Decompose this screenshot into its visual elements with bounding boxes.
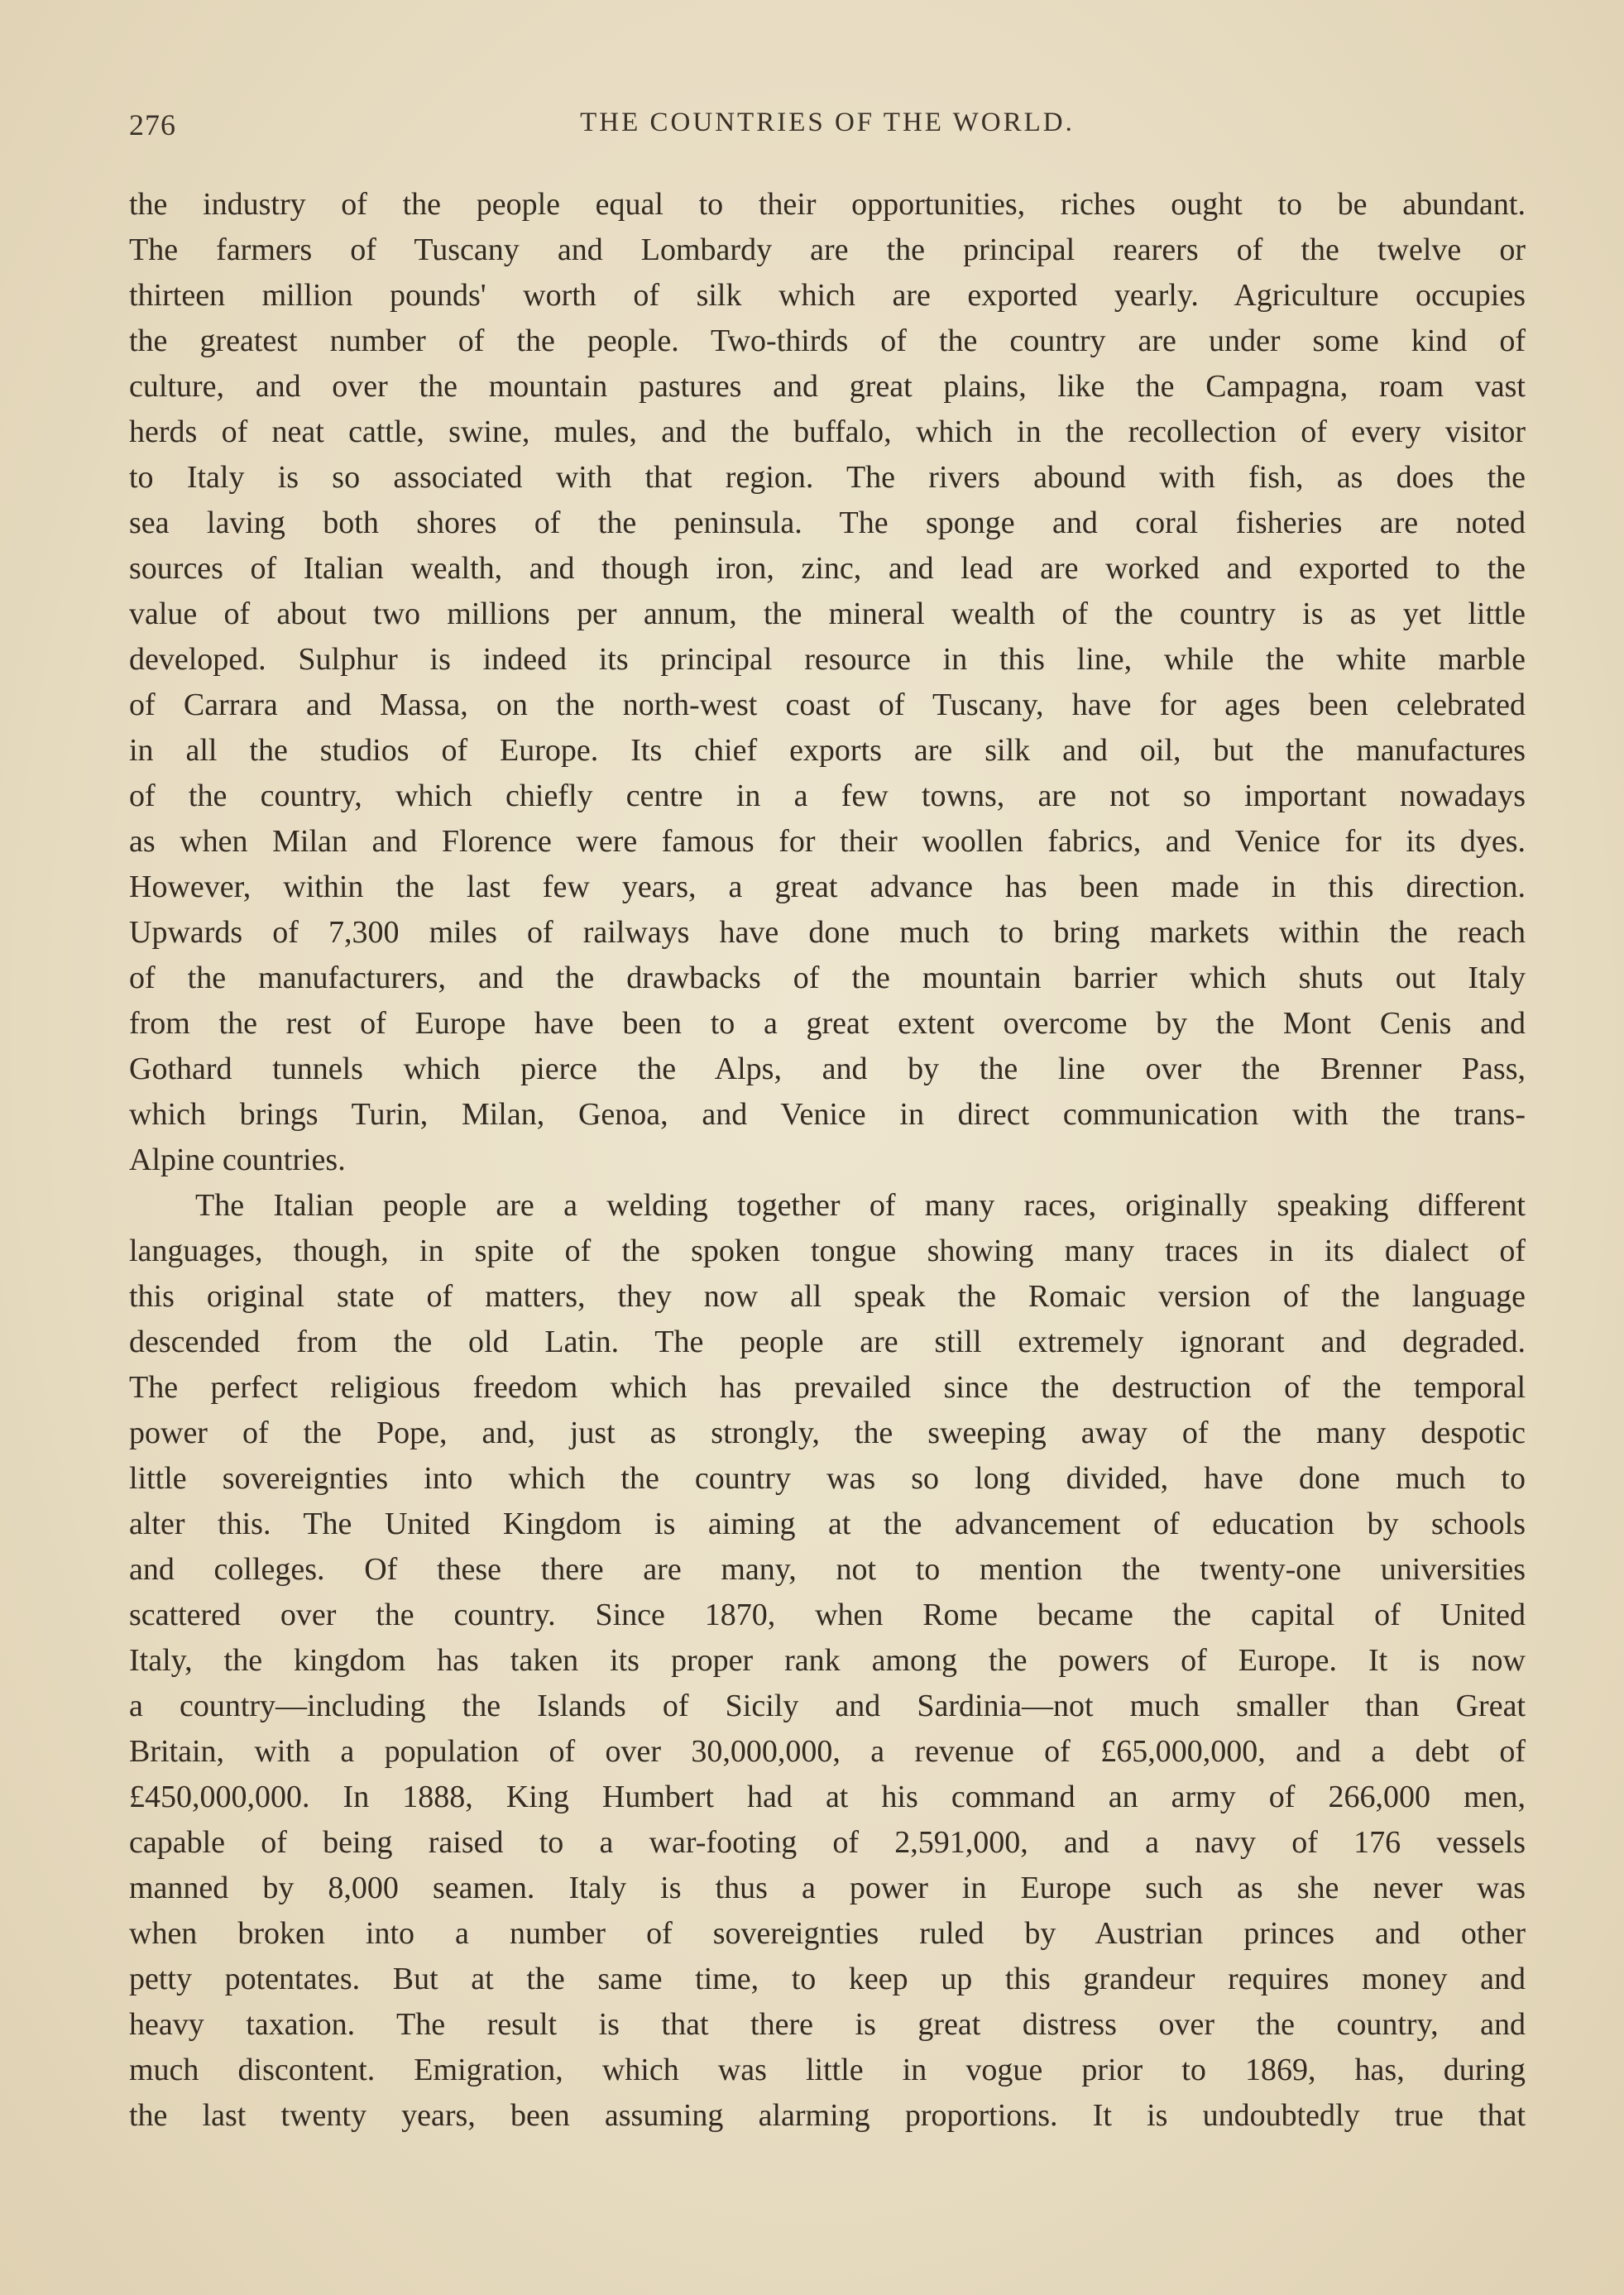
text-line: petty potentates. But at the same time, to keep up this grandeur requires money and bbox=[129, 1962, 1526, 1996]
text-line: the last twenty years, been assuming alarming proportions. It is undoubtedly true that bbox=[129, 2098, 1526, 2133]
text-line: in all the studios of Europe. Its chief exports are silk and oil, but the manufactures bbox=[129, 733, 1526, 768]
text-line: which brings Turin, Milan, Genoa, and Venice in direct communication with the trans- bbox=[129, 1097, 1526, 1132]
text-line: alter this. The United Kingdom is aiming at the advancement of education by schools bbox=[129, 1507, 1526, 1541]
text-line: power of the Pope, and, just as strongly, the sweeping away of the many despotic bbox=[129, 1416, 1526, 1450]
text-line: the greatest number of the people. Two-thirds of the country are under some kind of bbox=[129, 323, 1526, 358]
text-line: Britain, with a population of over 30,000,000, a revenue of £65,000,000, and a debt of bbox=[129, 1734, 1526, 1769]
running-title: THE COUNTRIES OF THE WORLD. bbox=[580, 108, 1075, 137]
text-line: £450,000,000. In 1888, King Humbert had at his command an army of 266,000 men, bbox=[129, 1780, 1526, 1814]
text-line: little sovereignties into which the country was so long divided, have done much to bbox=[129, 1461, 1526, 1496]
body-text bbox=[129, 182, 1526, 2139]
text-line: when broken into a number of sovereignties ruled by Austrian princes and other bbox=[129, 1916, 1526, 1951]
text-line: sources of Italian wealth, and though iron, zinc, and lead are worked and exported to the bbox=[129, 551, 1526, 586]
text-line: the industry of the people equal to their opportunities, riches ought to be abundant. bbox=[129, 187, 1526, 222]
page-number: 276 bbox=[129, 108, 176, 141]
text-line: The Italian people are a welding together of many races, originally speaking different bbox=[195, 1188, 1526, 1223]
text-line: from the rest of Europe have been to a great extent overcome by the Mont Cenis and bbox=[129, 1006, 1526, 1041]
text-line: developed. Sulphur is indeed its principal resource in this line, while the white marble bbox=[129, 642, 1526, 677]
text-line: culture, and over the mountain pastures and great plains, like the Campagna, roam vast bbox=[129, 369, 1526, 404]
text-line: languages, though, in spite of the spoken tongue showing many traces in its dialect of bbox=[129, 1234, 1526, 1268]
text-line: heavy taxation. The result is that there is great distress over the country, and bbox=[129, 2007, 1526, 2042]
text-line: value of about two millions per annum, the mineral wealth of the country is as yet little bbox=[129, 597, 1526, 631]
text-line: capable of being raised to a war-footing of 2,591,000, and a navy of 176 vessels bbox=[129, 1825, 1526, 1860]
text-line: this original state of matters, they now all speak the Romaic version of the language bbox=[129, 1279, 1526, 1314]
text-line: The perfect religious freedom which has prevailed since the destruction of the temporal bbox=[129, 1370, 1526, 1405]
text-line: of the country, which chiefly centre in a few towns, are not so important nowadays bbox=[129, 779, 1526, 813]
text-line: sea laving both shores of the peninsula. The sponge and coral fisheries are noted bbox=[129, 505, 1526, 540]
text-line: a country—including the Islands of Sicily and Sardinia—not much smaller than Great bbox=[129, 1689, 1526, 1723]
text-line: and colleges. Of these there are many, not to mention the twenty-one universities bbox=[129, 1552, 1526, 1587]
paragraph bbox=[129, 1183, 1526, 2139]
text-line: Alpine countries. bbox=[129, 1143, 346, 1177]
text-line: The farmers of Tuscany and Lombardy are the principal rearers of the twelve or bbox=[129, 232, 1526, 267]
text-line: much discontent. Emigration, which was little in vogue prior to 1869, has, during bbox=[129, 2053, 1526, 2087]
text-line: Italy, the kingdom has taken its proper rank among the powers of Europe. It is now bbox=[129, 1643, 1526, 1678]
text-line: thirteen million pounds' worth of silk which are exported yearly. Agriculture occupies bbox=[129, 278, 1526, 313]
text-line: However, within the last few years, a great advance has been made in this direction. bbox=[129, 870, 1526, 904]
page-header bbox=[129, 108, 1526, 157]
text-line: herds of neat cattle, swine, mules, and the buffalo, which in the recollection of every visitor bbox=[129, 414, 1526, 449]
text-line: manned by 8,000 seamen. Italy is thus a power in Europe such as she never was bbox=[129, 1871, 1526, 1905]
text-line: as when Milan and Florence were famous for their woollen fabrics, and Venice for its dyes. bbox=[129, 824, 1526, 859]
text-line: to Italy is so associated with that region. The rivers abound with fish, as does the bbox=[129, 460, 1526, 495]
text-line: Upwards of 7,300 miles of railways have done much to bring markets within the reach bbox=[129, 915, 1526, 950]
text-line: of Carrara and Massa, on the north-west coast of Tuscany, have for ages been celebrated bbox=[129, 688, 1526, 722]
text-line: descended from the old Latin. The people are still extremely ignorant and degraded. bbox=[129, 1325, 1526, 1359]
text-line: scattered over the country. Since 1870, when Rome became the capital of United bbox=[129, 1598, 1526, 1632]
paragraph bbox=[129, 182, 1526, 1183]
text-line: Gothard tunnels which pierce the Alps, and by the line over the Brenner Pass, bbox=[129, 1052, 1526, 1086]
text-line: of the manufacturers, and the drawbacks of the mountain barrier which shuts out Italy bbox=[129, 961, 1526, 995]
